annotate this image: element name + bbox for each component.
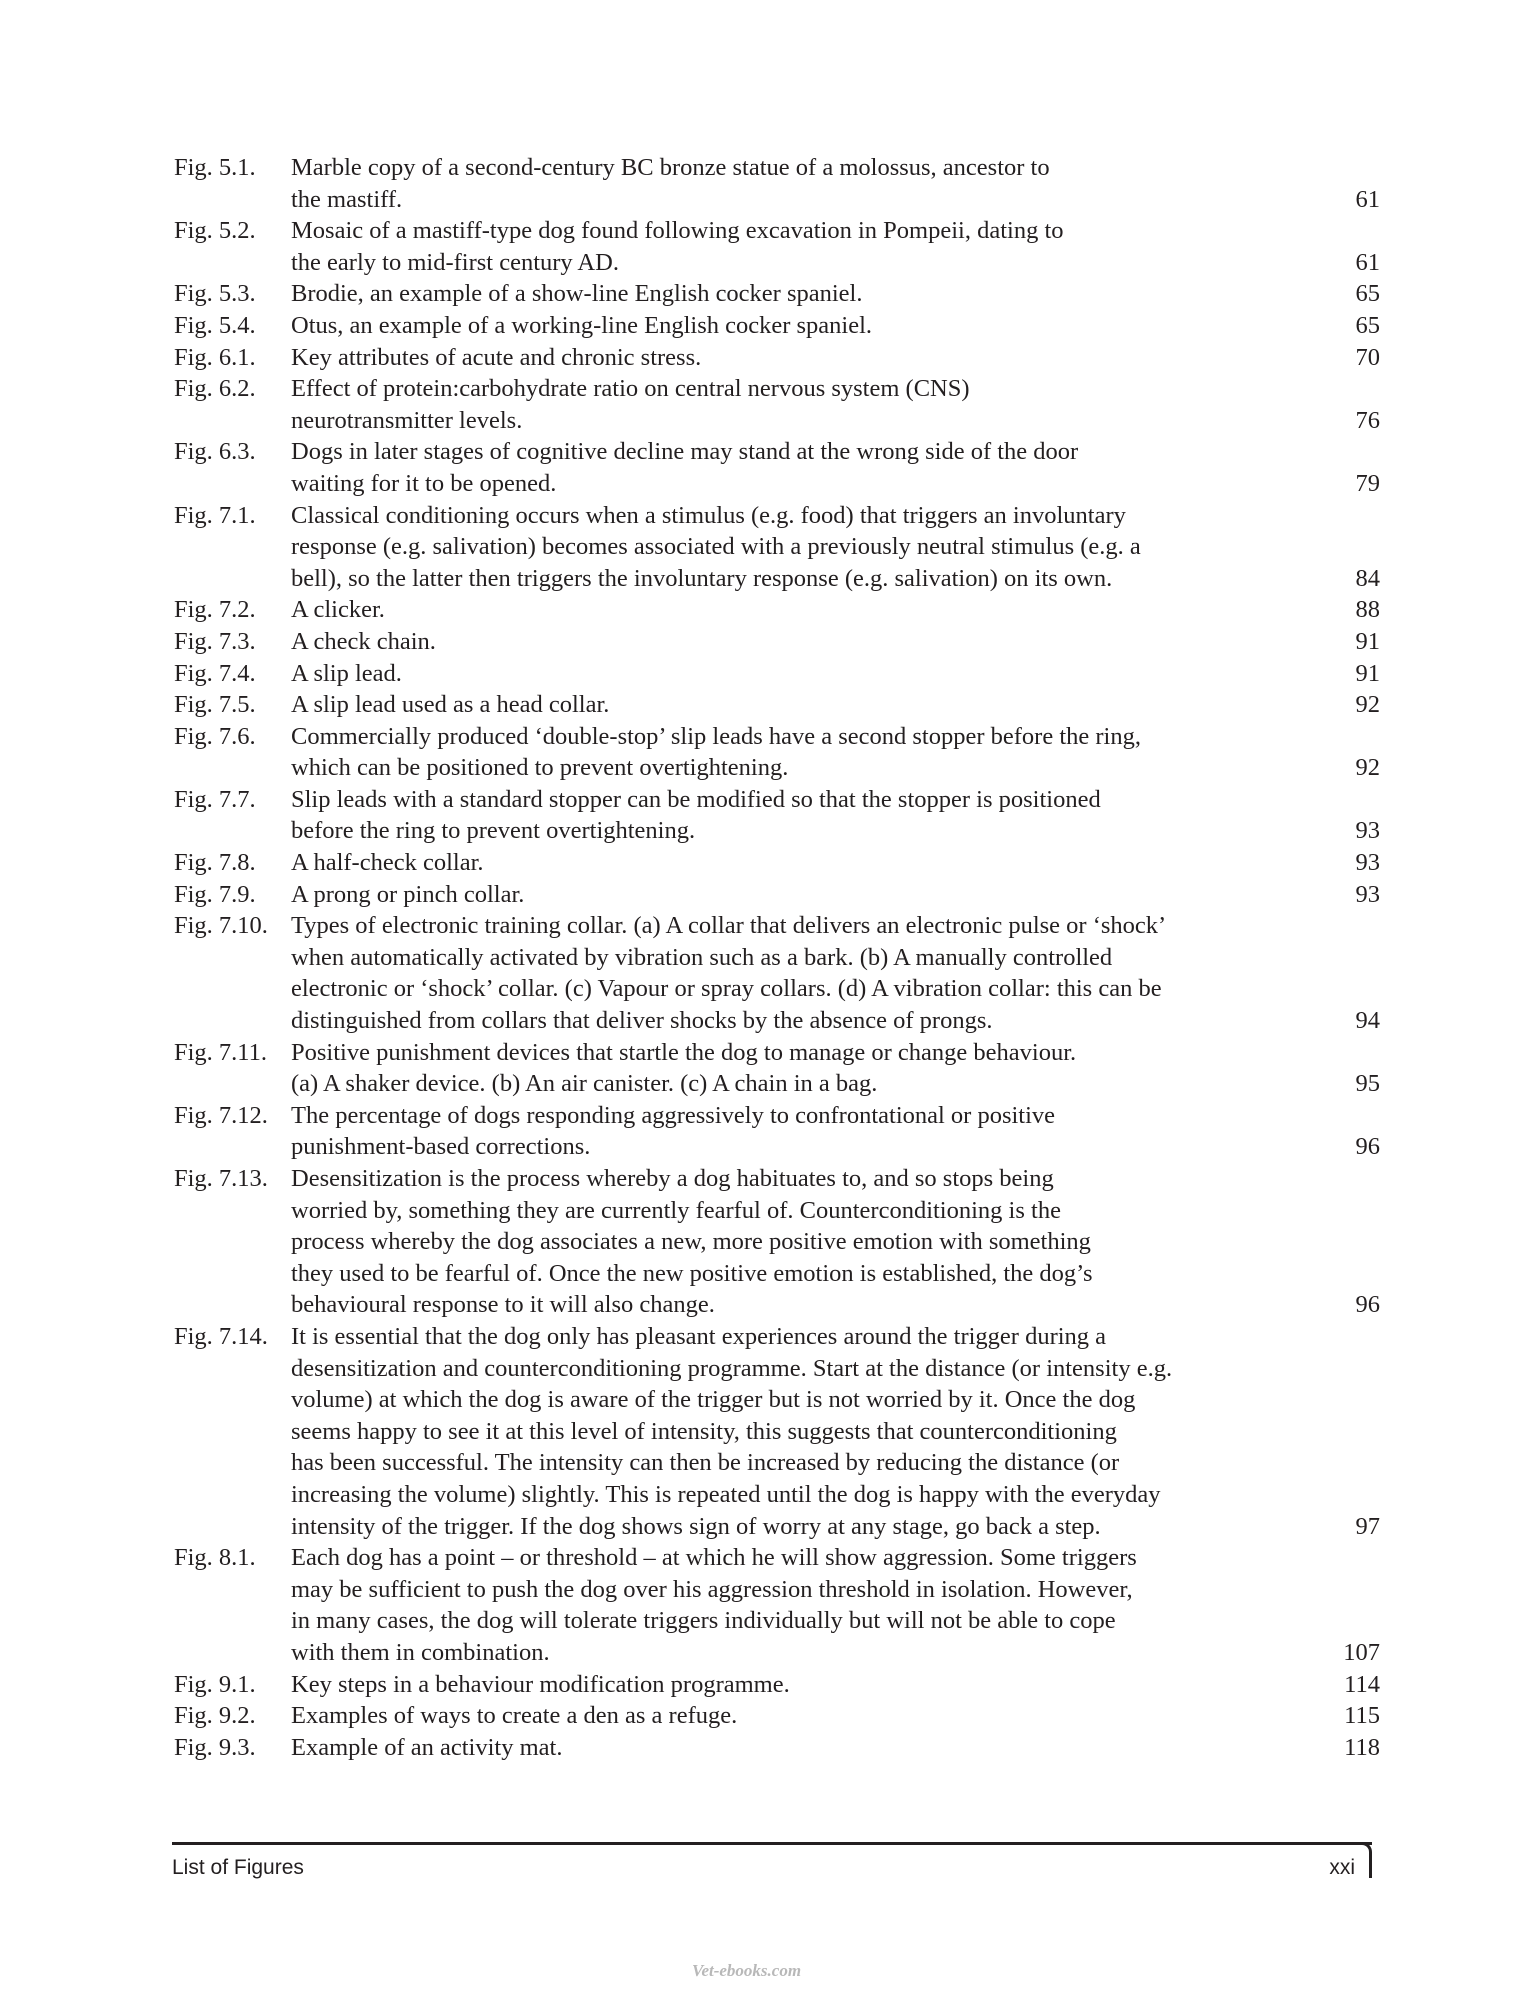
figure-number: Fig. 7.4. xyxy=(174,659,256,687)
figure-number: Fig. 7.7. xyxy=(174,785,256,813)
figure-number: Fig. 7.8. xyxy=(174,849,256,877)
figure-page-number: 91 xyxy=(1355,659,1380,687)
figure-entry xyxy=(174,721,1380,784)
figure-page-number: 61 xyxy=(1355,248,1380,276)
figure-entry xyxy=(174,910,1380,1036)
figure-page-number: 91 xyxy=(1355,627,1380,655)
caption-line: Each dog has a point – or threshold – at which he will show aggression. Some triggers xyxy=(291,1544,1137,1572)
caption-line: Example of an activity mat. xyxy=(291,1733,563,1761)
caption-line: Examples of ways to create a den as a refuge. xyxy=(291,1702,738,1730)
caption-line: Dogs in later stages of cognitive decline may stand at the wrong side of the door xyxy=(291,438,1079,466)
figure-entry xyxy=(174,626,1380,658)
figure-caption xyxy=(291,500,1320,595)
figure-caption xyxy=(291,1163,1320,1321)
caption-line: seems happy to see it at this level of intensity, this suggests that counterconditioning xyxy=(291,1417,1117,1445)
caption-line: bell), so the latter then triggers the involuntary response (e.g. salivation) on its own. xyxy=(291,564,1113,592)
caption-line: behavioural response to it will also change. xyxy=(291,1291,715,1319)
caption-line: Key steps in a behaviour modification programme. xyxy=(291,1670,790,1698)
caption-line: before the ring to prevent overtightening. xyxy=(291,817,696,845)
figure-number: Fig. 9.1. xyxy=(174,1670,256,1698)
caption-line: A clicker. xyxy=(291,596,385,624)
figure-caption xyxy=(291,1700,1320,1732)
figure-number: Fig. 5.3. xyxy=(174,280,256,308)
caption-line: with them in combination. xyxy=(291,1638,550,1666)
figure-entry xyxy=(174,1669,1380,1701)
figure-number: Fig. 6.3. xyxy=(174,438,256,466)
figure-entry xyxy=(174,373,1380,436)
caption-line: punishment-based corrections. xyxy=(291,1133,591,1161)
figure-caption xyxy=(291,373,1320,436)
figure-entry xyxy=(174,1100,1380,1163)
figure-caption xyxy=(291,784,1320,847)
figure-page-number: 93 xyxy=(1355,880,1380,908)
figure-number: Fig. 5.4. xyxy=(174,311,256,339)
figure-page-number: 65 xyxy=(1355,311,1380,339)
figure-entry xyxy=(174,879,1380,911)
figure-entry xyxy=(174,278,1380,310)
figure-entry xyxy=(174,1542,1380,1668)
figure-number: Fig. 5.1. xyxy=(174,154,256,181)
figure-page-number: 61 xyxy=(1355,185,1380,213)
figure-caption xyxy=(291,152,1320,215)
footer-corner-bracket xyxy=(1362,1842,1372,1878)
figure-caption xyxy=(291,721,1320,784)
figure-page-number: 94 xyxy=(1355,1007,1380,1035)
figure-number: Fig. 8.1. xyxy=(174,1544,256,1572)
figure-page-number: 93 xyxy=(1355,849,1380,877)
figure-caption xyxy=(291,910,1320,1036)
figure-page-number: 93 xyxy=(1355,817,1380,845)
figure-caption xyxy=(291,215,1320,278)
caption-line: intensity of the trigger. If the dog shows sign of worry at any stage, go back a step. xyxy=(291,1512,1101,1540)
caption-line: has been successful. The intensity can then be increased by reducing the distance (or xyxy=(291,1449,1120,1477)
figure-list xyxy=(174,152,1380,1763)
caption-line: A slip lead used as a head collar. xyxy=(291,691,610,719)
figure-page-number: 79 xyxy=(1355,469,1380,497)
caption-line: when automatically activated by vibration such as a bark. (b) A manually controlled xyxy=(291,943,1113,971)
caption-line: worried by, something they are currently fearful of. Counterconditioning is the xyxy=(291,1196,1061,1224)
caption-line: desensitization and counterconditioning programme. Start at the distance (or intensity e.g. xyxy=(291,1354,1173,1382)
caption-line: It is essential that the dog only has pleasant experiences around the trigger during a xyxy=(291,1322,1107,1350)
figure-caption xyxy=(291,1037,1320,1100)
caption-line: the early to mid-first century AD. xyxy=(291,248,619,276)
figure-entry xyxy=(174,500,1380,595)
watermark-text: Vet-ebooks.com xyxy=(692,1961,802,1980)
footer-page-number: xxi xyxy=(1329,1856,1355,1879)
figure-entry xyxy=(174,152,1380,215)
figure-number: Fig. 7.5. xyxy=(174,691,256,719)
figure-page-number: 65 xyxy=(1355,280,1380,308)
caption-line: Positive punishment devices that startle the dog to manage or change behaviour. xyxy=(291,1038,1077,1066)
figure-caption xyxy=(291,1100,1320,1163)
figure-entry xyxy=(174,342,1380,374)
caption-line: which can be positioned to prevent overtightening. xyxy=(291,754,789,782)
figure-entry xyxy=(174,1732,1380,1764)
caption-line: A prong or pinch collar. xyxy=(291,880,525,908)
figure-entry xyxy=(174,594,1380,626)
caption-line: Types of electronic training collar. (a) A collar that delivers an electronic pulse or ‘shock’ xyxy=(291,912,1167,940)
figure-page-number: 96 xyxy=(1355,1133,1380,1161)
figure-number: Fig. 7.9. xyxy=(174,880,256,908)
figure-page-number: 95 xyxy=(1355,1070,1380,1098)
figure-page-number: 118 xyxy=(1344,1733,1380,1761)
caption-line: Key attributes of acute and chronic stress. xyxy=(291,343,702,371)
figure-number: Fig. 7.6. xyxy=(174,722,256,750)
caption-line: distinguished from collars that deliver shocks by the absence of prongs. xyxy=(291,1007,993,1035)
figure-entry xyxy=(174,1700,1380,1732)
caption-line: Slip leads with a standard stopper can be modified so that the stopper is positioned xyxy=(291,785,1101,813)
caption-line: A slip lead. xyxy=(291,659,402,687)
figure-number: Fig. 5.2. xyxy=(174,217,256,245)
caption-line: Desensitization is the process whereby a dog habituates to, and so stops being xyxy=(291,1165,1054,1192)
caption-line: increasing the volume) slightly. This is repeated until the dog is happy with the everyday xyxy=(291,1480,1161,1508)
figure-caption xyxy=(291,1542,1320,1668)
footer-running-title: List of Figures xyxy=(172,1856,304,1879)
figure-entry xyxy=(174,658,1380,690)
caption-line: (a) A shaker device. (b) An air canister. (c) A chain in a bag. xyxy=(291,1070,878,1098)
figure-number: Fig. 9.2. xyxy=(174,1702,256,1730)
caption-line: in many cases, the dog will tolerate triggers individually but will not be able to cope xyxy=(291,1607,1116,1635)
caption-line: electronic or ‘shock’ collar. (c) Vapour or spray collars. (d) A vibration collar: this can be xyxy=(291,975,1162,1003)
caption-line: volume) at which the dog is aware of the trigger but is not worried by it. Once the dog xyxy=(291,1386,1136,1414)
figure-number: Fig. 9.3. xyxy=(174,1733,256,1761)
footer-rule xyxy=(172,1842,1372,1845)
figure-entry xyxy=(174,1163,1380,1321)
figure-caption xyxy=(291,342,1320,374)
figure-page-number: 115 xyxy=(1344,1702,1380,1730)
figure-entry xyxy=(174,1321,1380,1542)
figure-number: Fig. 7.10. xyxy=(174,912,268,940)
caption-line: Effect of protein:carbohydrate ratio on central nervous system (CNS) xyxy=(291,375,970,403)
figure-caption xyxy=(291,1669,1320,1701)
figure-caption xyxy=(291,1732,1320,1764)
figure-number: Fig. 7.1. xyxy=(174,501,256,529)
figure-page-number: 97 xyxy=(1355,1512,1380,1540)
figure-number: Fig. 6.2. xyxy=(174,375,256,403)
caption-line: waiting for it to be opened. xyxy=(291,469,557,497)
figure-page-number: 107 xyxy=(1343,1638,1380,1666)
figure-number: Fig. 7.14. xyxy=(174,1322,268,1350)
figure-caption xyxy=(291,847,1320,879)
figure-page-number: 84 xyxy=(1355,564,1380,592)
figure-page-number: 88 xyxy=(1355,596,1380,624)
figure-page-number: 92 xyxy=(1355,754,1380,782)
caption-line: Mosaic of a mastiff-type dog found following excavation in Pompeii, dating to xyxy=(291,217,1064,245)
figure-caption xyxy=(291,436,1320,499)
caption-line: Otus, an example of a working-line English cocker spaniel. xyxy=(291,311,873,339)
figure-entry xyxy=(174,847,1380,879)
figure-entry xyxy=(174,215,1380,278)
figure-page-number: 92 xyxy=(1355,691,1380,719)
figure-caption xyxy=(291,310,1320,342)
figure-number: Fig. 7.2. xyxy=(174,596,256,624)
caption-line: the mastiff. xyxy=(291,185,403,213)
figure-number: Fig. 7.13. xyxy=(174,1165,268,1192)
figure-caption xyxy=(291,626,1320,658)
caption-line: process whereby the dog associates a new, more positive emotion with something xyxy=(291,1228,1091,1256)
caption-line: A half-check collar. xyxy=(291,849,484,877)
caption-line: The percentage of dogs responding aggressively to confrontational or positive xyxy=(291,1101,1056,1129)
caption-line: Marble copy of a second-century BC bronze statue of a molossus, ancestor to xyxy=(291,154,1050,181)
figure-page-number: 70 xyxy=(1355,343,1380,371)
figure-number: Fig. 7.11. xyxy=(174,1038,268,1066)
figure-caption xyxy=(291,879,1320,911)
watermark-logo xyxy=(690,1956,850,1984)
caption-line: A check chain. xyxy=(291,627,436,655)
caption-line: they used to be fearful of. Once the new positive emotion is established, the dog’s xyxy=(291,1259,1093,1287)
figure-entry xyxy=(174,689,1380,721)
caption-line: neurotransmitter levels. xyxy=(291,406,523,434)
figure-caption xyxy=(291,658,1320,690)
figure-page-number: 76 xyxy=(1355,406,1380,434)
figure-entry xyxy=(174,436,1380,499)
figure-number: Fig. 7.3. xyxy=(174,627,256,655)
figure-entry xyxy=(174,1037,1380,1100)
figure-number: Fig. 6.1. xyxy=(174,343,256,371)
figure-caption xyxy=(291,278,1320,310)
caption-line: response (e.g. salivation) becomes associated with a previously neutral stimulus (e.g. a xyxy=(291,533,1141,561)
figure-page-number: 96 xyxy=(1355,1291,1380,1319)
figure-caption xyxy=(291,689,1320,721)
figure-entry xyxy=(174,784,1380,847)
caption-line: Commercially produced ‘double-stop’ slip leads have a second stopper before the ring, xyxy=(291,722,1141,750)
figure-caption xyxy=(291,1321,1320,1542)
caption-line: may be sufficient to push the dog over his aggression threshold in isolation. However, xyxy=(291,1575,1133,1603)
figure-page-number: 114 xyxy=(1344,1670,1380,1698)
caption-line: Brodie, an example of a show-line English cocker spaniel. xyxy=(291,280,863,308)
figure-number: Fig. 7.12. xyxy=(174,1101,268,1129)
caption-line: Classical conditioning occurs when a stimulus (e.g. food) that triggers an involuntary xyxy=(291,501,1126,529)
figure-caption xyxy=(291,594,1320,626)
figure-entry xyxy=(174,310,1380,342)
